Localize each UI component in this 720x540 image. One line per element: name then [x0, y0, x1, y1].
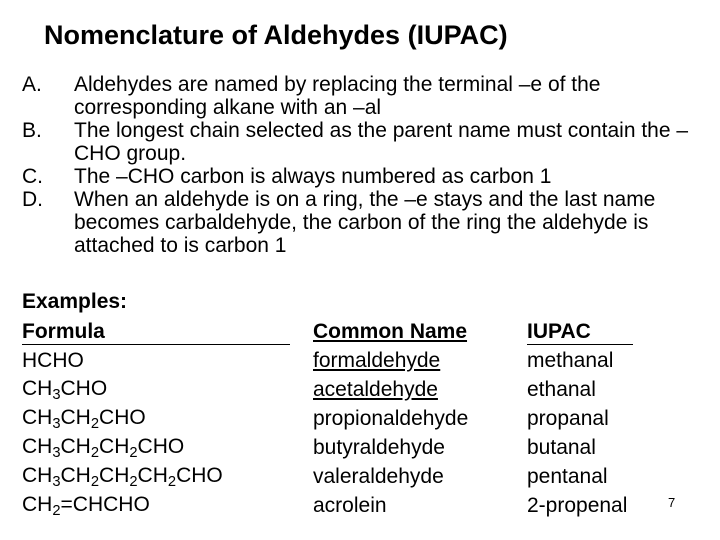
formula-cell: $CH_3CHO$ — [22, 376, 108, 403]
table-row — [22, 375, 667, 404]
iupac-name-cell: propanal — [527, 406, 609, 430]
table-row — [22, 462, 667, 491]
rule-marker: D. — [22, 188, 43, 211]
examples-table — [22, 318, 667, 520]
table-row — [22, 491, 667, 520]
rule-text: The longest chain selected as the parent name must contain the –CHO group. — [74, 119, 689, 165]
rule-d — [22, 188, 702, 257]
header-formula: Formula — [22, 318, 313, 346]
iupac-name-cell: 2-propenal — [527, 493, 628, 517]
header-iupac: IUPAC — [527, 318, 667, 346]
common-name-cell: valeraldehyde — [313, 464, 444, 488]
iupac-name-cell: pentanal — [527, 464, 608, 488]
rule-marker: B. — [22, 119, 42, 142]
iupac-name-cell: methanal — [527, 348, 614, 372]
table-header-row — [22, 318, 667, 346]
rule-text: The –CHO carbon is always numbered as carbon 1 — [74, 165, 552, 188]
table-row — [22, 433, 667, 462]
header-common-name: Common Name — [313, 320, 468, 343]
formula-cell: HCHO — [22, 348, 84, 372]
rule-b — [22, 119, 702, 165]
rule-text: When an aldehyde is on a ring, the –e stays and the last name becomes carbaldehyde, the carbon of the ring the aldehyde is attached to is carbon 1 — [74, 188, 656, 257]
common-name-cell: propionaldehyde — [313, 406, 469, 430]
formula-cell: $CH_3CH_2CHO$ — [22, 405, 146, 432]
iupac-name-cell: ethanal — [527, 377, 596, 401]
table-row — [22, 346, 667, 375]
rule-c — [22, 165, 702, 188]
rule-text: Aldehydes are named by replacing the terminal –e of the corresponding alkane with an –al — [74, 73, 601, 119]
common-name-cell: acrolein — [313, 493, 387, 517]
common-name-cell: butyraldehyde — [313, 435, 445, 459]
rule-marker: C. — [22, 165, 43, 188]
iupac-name-cell: butanal — [527, 435, 596, 459]
examples-label: Examples: — [22, 290, 128, 313]
rule-a — [22, 73, 702, 119]
page-number: 7 — [668, 495, 676, 510]
formula-cell: $CH_2=CHCHO$ — [22, 492, 150, 519]
formula-cell: $CH_3CH_2CH_2CHO$ — [22, 434, 185, 461]
formula-cell: $CH_3CH_2CH_2CH_2CHO$ — [22, 463, 223, 490]
common-name-cell: formaldehyde — [313, 348, 441, 372]
slide-title: Nomenclature of Aldehydes (IUPAC) — [44, 20, 508, 50]
common-name-cell: acetaldehyde — [313, 377, 438, 401]
rules-list — [22, 73, 702, 257]
rule-marker: A. — [22, 73, 42, 96]
table-row — [22, 404, 667, 433]
